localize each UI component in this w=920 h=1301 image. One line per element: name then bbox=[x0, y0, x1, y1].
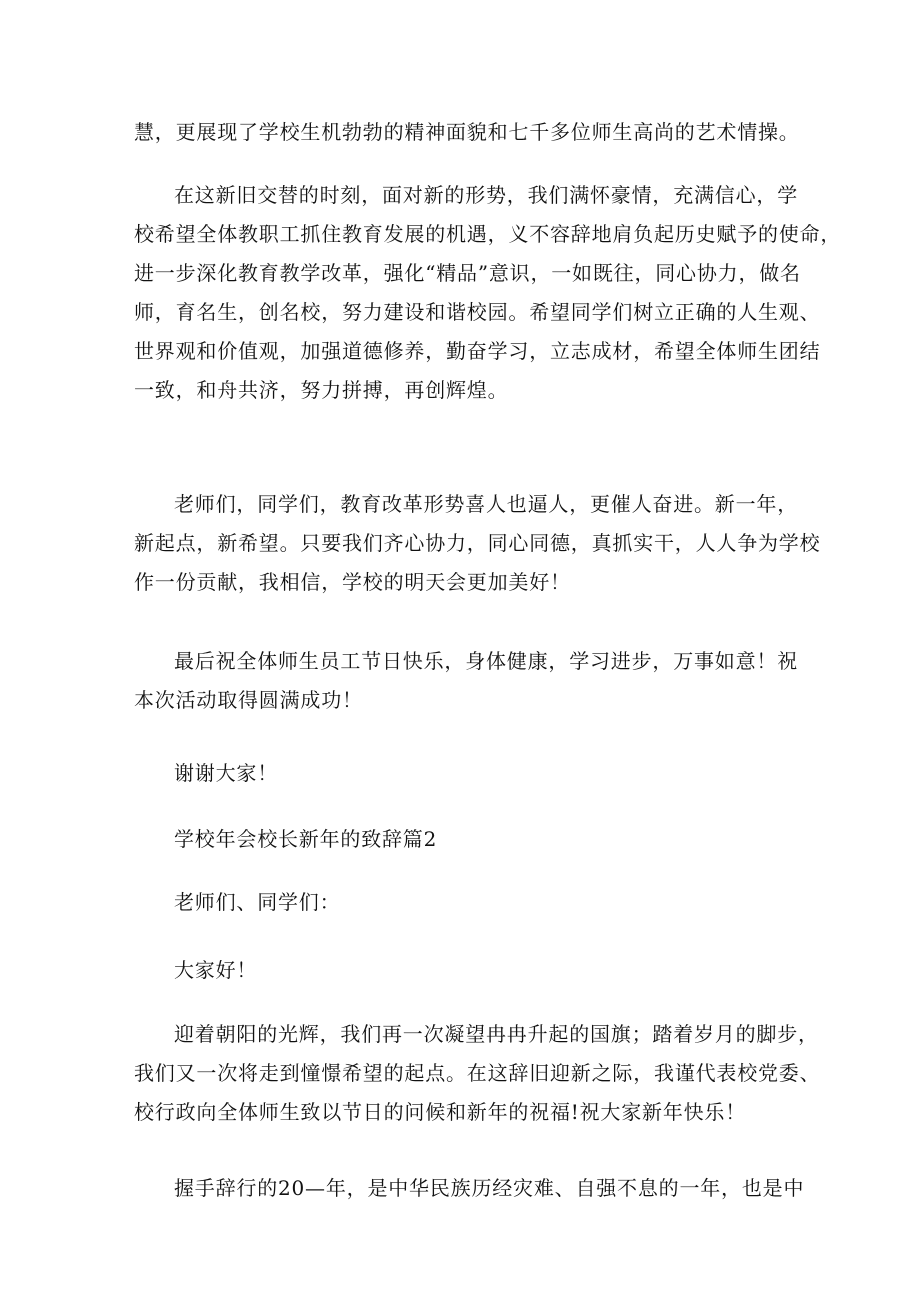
paragraph-line: 握手辞行的20—年，是中华民族历经灾难、自强不息的一年，也是中 bbox=[174, 1176, 805, 1200]
paragraph-line: 本次活动取得圆满成功！ bbox=[134, 688, 363, 712]
paragraph-line: 师，育名生，创名校，努力建设和谐校园。希望同学们树立正确的人生观、 bbox=[134, 300, 821, 324]
paragraph-line: 作一份贡献，我相信，学校的明天会更加美好！ bbox=[134, 570, 571, 594]
paragraph-line: 学校年会校长新年的致辞篇2 bbox=[174, 827, 438, 851]
paragraph-line: 进一步深化教育教学改革，强化“精品”意识，一如既往，同心协力，做名 bbox=[134, 261, 801, 285]
greeting bbox=[134, 951, 794, 990]
paragraph-line: 新起点，新希望。只要我们齐心协力，同心同德，真抓实干，人人争为学校 bbox=[134, 531, 821, 555]
paragraph-line: 在这新旧交替的时刻，面对新的形势，我们满怀豪情，充满信心，学 bbox=[174, 183, 798, 207]
paragraph-3 bbox=[134, 485, 821, 602]
paragraph-5 bbox=[134, 754, 794, 793]
paragraph-line: 老师们，同学们，教育改革形势喜人也逼人，更催人奋进。新一年， bbox=[174, 492, 798, 516]
paragraph-7 bbox=[134, 1169, 805, 1208]
paragraph-line: 迎着朝阳的光辉，我们再一次凝望冉冉升起的国旗；踏着岁月的脚步， bbox=[174, 1022, 819, 1046]
paragraph-line: 一致，和舟共济，努力拼搏，再创辉煌。 bbox=[134, 378, 509, 402]
section-heading bbox=[134, 820, 794, 859]
paragraph-line: 最后祝全体师生员工节日快乐，身体健康，学习进步，万事如意！祝 bbox=[174, 649, 798, 673]
paragraph-4 bbox=[134, 642, 798, 720]
paragraph-line: 校希望全体教职工抓住教育发展的机遇，义不容辞地肩负起历史赋予的使命， bbox=[134, 222, 842, 246]
paragraph-line: 我们又一次将走到憧憬希望的起点。在这辞旧迎新之际，我谨代表校党委、 bbox=[134, 1061, 821, 1085]
paragraph-line: 校行政向全体师生致以节日的问候和新年的祝福!祝大家新年快乐！ bbox=[134, 1100, 747, 1124]
paragraph-6 bbox=[134, 1015, 821, 1132]
paragraph-line: 世界观和价值观，加强道德修养，勤奋学习，立志成材，希望全体师生团结 bbox=[134, 339, 821, 363]
paragraph-2 bbox=[134, 176, 842, 410]
paragraph-1 bbox=[134, 113, 800, 152]
paragraph-line: 谢谢大家！ bbox=[174, 761, 278, 785]
paragraph-line: 老师们、同学们： bbox=[174, 890, 341, 914]
salutation bbox=[134, 883, 794, 922]
paragraph-line: 大家好！ bbox=[174, 958, 258, 982]
paragraph-line: 慧，更展现了学校生机勃勃的精神面貌和七千多位师生高尚的艺术情操。 bbox=[134, 120, 800, 144]
